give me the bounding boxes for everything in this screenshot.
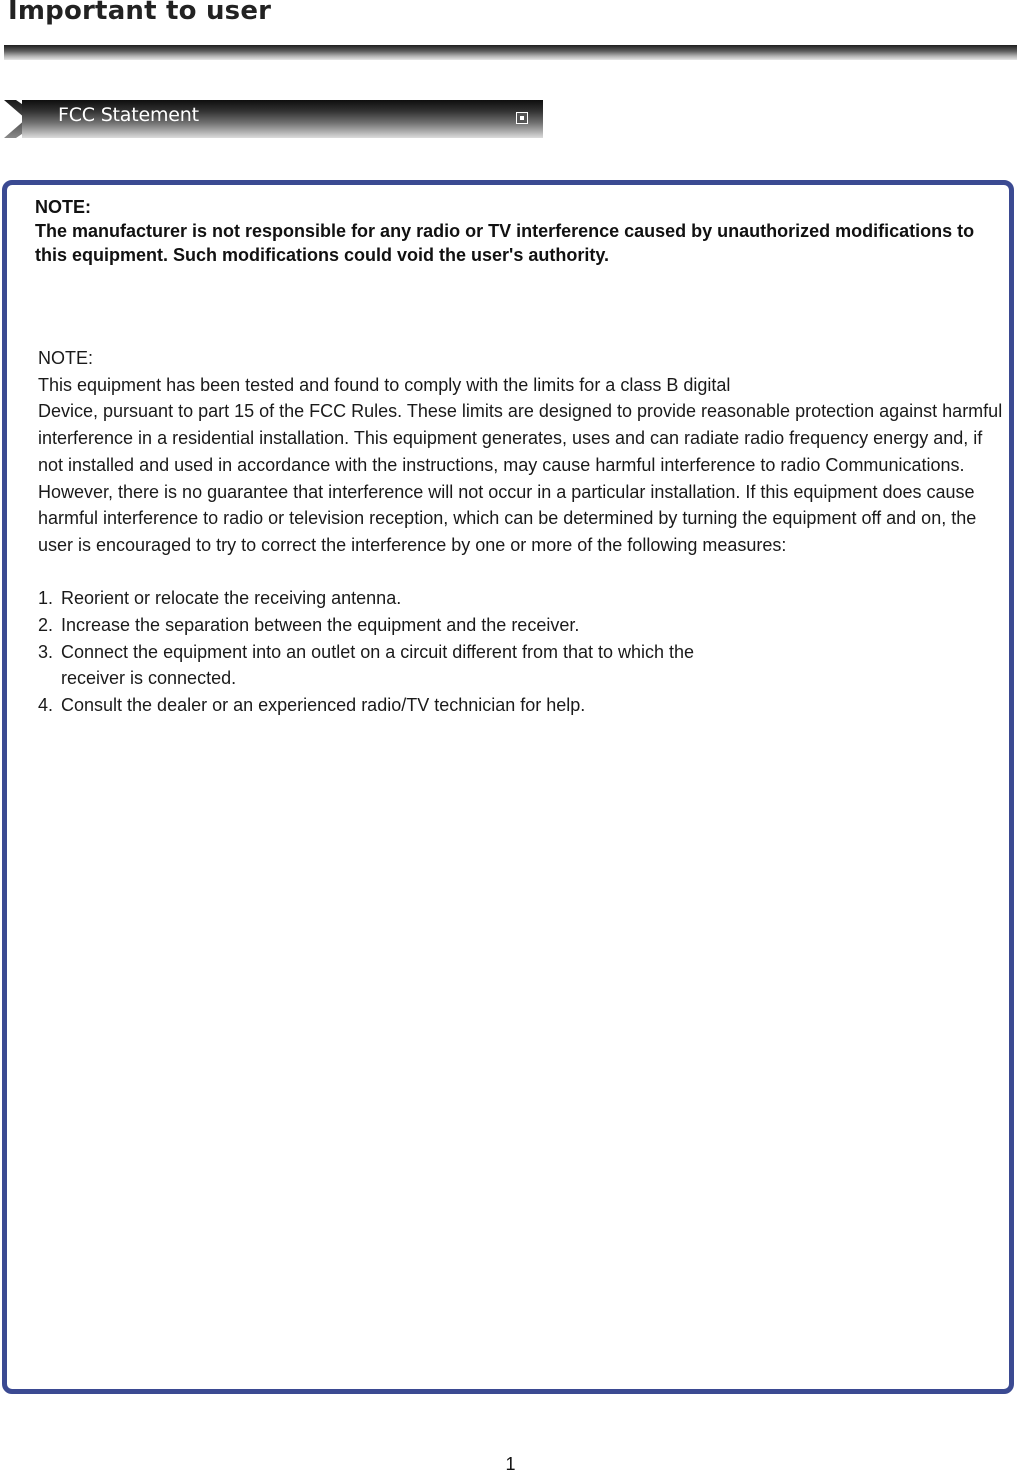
list-item <box>38 585 1008 612</box>
title-divider <box>4 45 1017 60</box>
page-number: 1 <box>505 1454 516 1474</box>
manufacturer-note <box>35 195 995 267</box>
manufacturer-note-text: The manufacturer is not responsible for any radio or TV interference caused by unauthorized modifications to this equipment. Such modifications could void the user's authority. <box>35 221 975 265</box>
fcc-note <box>38 345 1008 719</box>
list-item-number: 3. <box>38 641 54 662</box>
fcc-note-paragraph: This equipment has been tested and found to comply with the limits for a class B digital Device, pursuant to part 15 of the FCC Rules. These limits are designed to provide reasonable protection against harmful interference in a residential installation. This equipment generates, uses and can radiate radio frequency energy and, if not installed and used in accordance with the instructions, may cause harmful interference to radio Communications. However, there is no guarantee that interference will not occur in a particular installation. If this equipment does cause harmful interference to radio or television reception, which can be determined by turning the equipment off and on, the user is encouraged to try to correct the interference by one or more of the following measures: <box>38 374 1003 555</box>
manufacturer-note-heading: NOTE: <box>35 197 91 217</box>
section-banner <box>4 100 543 138</box>
square-icon <box>516 112 528 124</box>
list-item-text: Reorient or relocate the receiving antenna. <box>61 588 402 609</box>
section-title: FCC Statement <box>58 104 199 126</box>
list-item-number: 2. <box>38 615 54 636</box>
fcc-note-heading: NOTE: <box>38 348 94 368</box>
list-item-text: Consult the dealer or an experienced radio/TV technician for help. <box>61 695 586 716</box>
list-item <box>38 612 1008 639</box>
list-item <box>38 692 1008 719</box>
list-item <box>38 639 1008 692</box>
list-item-number: 4. <box>38 695 54 716</box>
list-item-text: Increase the separation between the equipment and the receiver. <box>61 615 580 636</box>
page-title: Important to user <box>8 0 272 26</box>
list-item-number: 1. <box>38 588 54 609</box>
measures-list <box>38 585 1008 719</box>
list-item-continuation: receiver is connected. <box>61 668 237 689</box>
list-item-text: Connect the equipment into an outlet on a circuit different from that to which the <box>61 641 695 662</box>
